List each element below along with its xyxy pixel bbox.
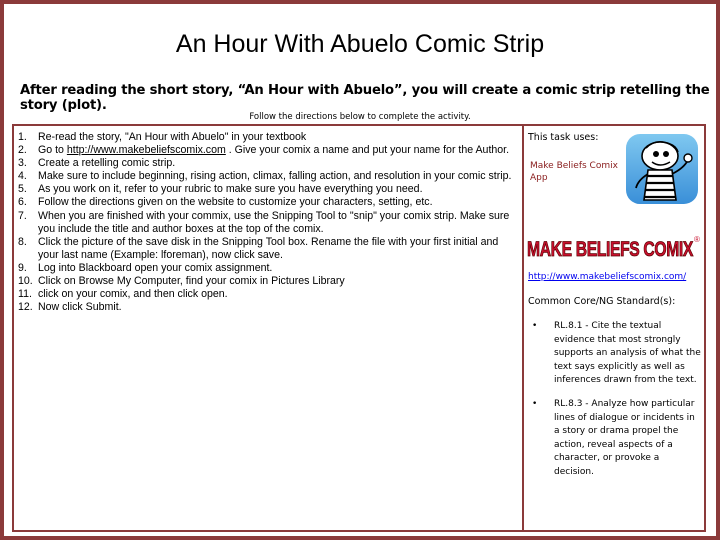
svg-text:®: ® (694, 235, 700, 244)
app-name: Make Beliefs Comix App (530, 161, 618, 183)
make-beliefs-comix-logo (524, 230, 702, 264)
directions-box (12, 124, 524, 532)
steps-list (14, 126, 522, 314)
directions-note: Follow the directions below to complete the activity. (249, 112, 471, 122)
list-item: 1. Re-read the story, "An Hour with Abuelo" in your textbook (18, 131, 307, 143)
bullet-icon: • (532, 399, 538, 409)
comic-character-app-icon (626, 134, 698, 204)
standard-item: • RL.8.1 - Cite the textual evidence that most strongly supports an analysis of what the text says explicitly as well as inferences drawn from the text. (532, 321, 701, 386)
common-core-title: Common Core/NG Standard(s): (528, 296, 676, 307)
bullet-icon: • (532, 321, 538, 331)
list-item: 4. Make sure to include beginning, rising action, climax, falling action, and resolution in your comic strip. (18, 170, 512, 183)
list-item: 11. click on your comix, and then click open. (18, 288, 228, 301)
sidebar-box (520, 124, 706, 532)
list-item: 7. When you are finished with your commix, use the Snipping Tool to "snip" your comix strip. Make sure you include the title and author boxes at the top of the comix. (18, 209, 510, 235)
list-item: 8. Click the picture of the save disk in the Snipping Tool box. Rename the file with your first initial and your last name (Example: lforeman), now click save. (18, 235, 499, 261)
list-item: 3. Create a retelling comic strip. (18, 157, 176, 170)
page-title: An Hour With Abuelo Comic Strip (175, 30, 545, 58)
svg-text:MAKE BELIEFS COMIX: MAKE BELIEFS COMIX (527, 238, 694, 261)
makebeliefs-site-link[interactable]: http://www.makebeliefscomix.com/ (528, 272, 687, 282)
list-item: 10. Click on Browse My Computer, find your comix in Pictures Library (18, 275, 345, 288)
makebeliefs-link[interactable]: http://www.makebeliefscomix.com (66, 144, 226, 157)
list-item: 5. As you work on it, refer to your rubric to make sure you have everything you need. (18, 183, 423, 196)
list-item: 12. Now click Submit. (18, 301, 122, 314)
list-item: 9. Log into Blackboard open your comix assignment. (18, 261, 273, 274)
list-item: 6. Follow the directions given on the website to customize your characters, setting, etc. (18, 196, 433, 209)
intro-text: After reading the short story, “An Hour with Abuelo”, you will create a comic strip retelling the story (plot). (20, 83, 710, 113)
task-uses-label: This task uses: (528, 132, 599, 143)
standard-item: • RL.8.3 - Analyze how particular lines of dialogue or incidents in a story or drama propel the action, reveal aspects of a character, or provoke a decision. (532, 399, 695, 477)
list-item: 2. Go to http://www.makebeliefscomix.com . Give your comix a name and put your name for the Author. (18, 144, 510, 157)
